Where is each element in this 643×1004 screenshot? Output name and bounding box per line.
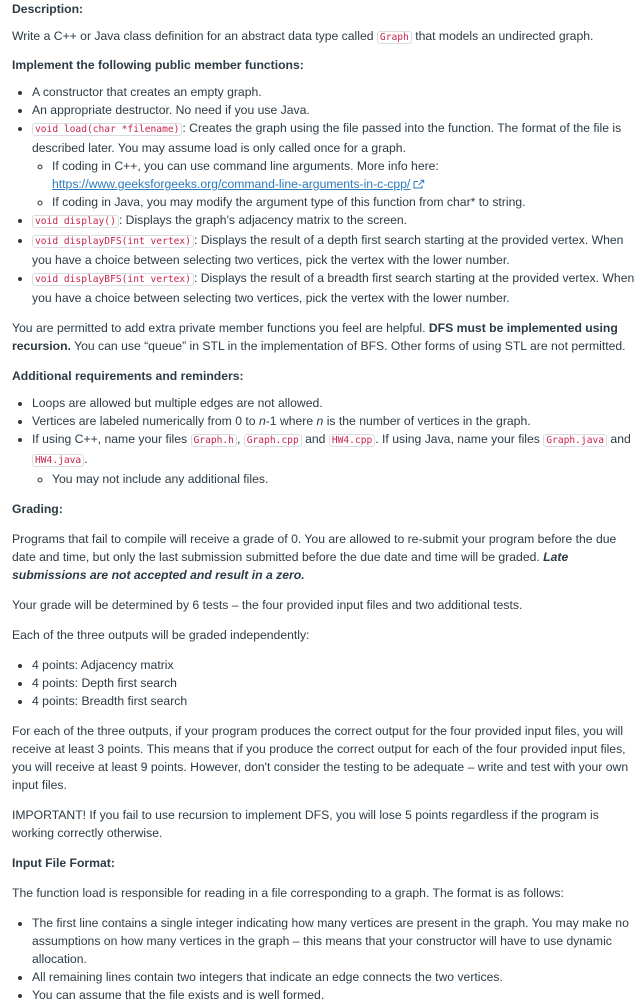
grading-paragraph-1: Programs that fail to compile will receive a grade of 0. You are allowed to re-submit your program before the due date and time, but only the last submission submitted before the due date and time will be graded. Late submissions are not accepted and result in a zero. [12,532,617,582]
load-code: void load(char *filename) [32,123,182,136]
intro-paragraph: Write a C++ or Java class definition for an abstract data type called Graph that models an undirected graph. [12,29,594,43]
list-item: • 4 points: Adjacency matrix [32,656,640,674]
graph-java-code: Graph.java [543,434,607,447]
additional-heading: Additional requirements and reminders: [12,369,244,383]
grading-paragraph-4: For each of the three outputs, if your program produces the correct output for the four provided input files, you will receive at least 3 points. This means that if you produce the correct output for each of the four provided input files, you will receive at least 9 points. However, don't consider the testing to be adequate – write and test with your own input files. [12,724,629,792]
list-item: • void display() : Displays the graph's adjacency matrix to the screen. [32,211,640,231]
display-bfs-code: void displayBFS(int vertex) [32,273,194,286]
graph-h-code: Graph.h [191,434,237,447]
grading-paragraph-3: Each of the three outputs will be graded independently: [12,628,310,642]
display-code: void display() [32,215,119,228]
input-format-heading: Input File Format: [12,856,115,870]
functions-list [12,83,640,307]
display-dfs-code: void displayDFS(int vertex) [32,235,194,248]
list-item: • 4 points: Depth first search [32,674,640,692]
list-item: • void displayDFS(int vertex) : Displays the result of a depth first search starting at the provided vertex. When you have a choice between selecting two vertices, pick the vertex with the lower number. [32,231,640,269]
list-item: • A constructor that creates an empty graph. [32,83,640,101]
additional-list [12,394,640,488]
grading-paragraph-2: Your grade will be determined by 6 tests – the four provided input files and two additional tests. [12,598,523,612]
list-item: • An appropriate destructor. No need if you use Java. [32,101,640,119]
description-heading: Description: [12,2,84,16]
list-item: ◦ You may not include any additional files. [52,470,640,488]
list-item: • You can assume that the file exists and is well formed. [32,986,640,1004]
external-link-icon[interactable] [413,179,425,189]
list-item: • 4 points: Breadth first search [32,692,640,710]
list-item: • Vertices are labeled numerically from 0 to n-1 where n is the number of vertices in the graph. [32,412,640,430]
list-item: ◦ If coding in Java, you may modify the argument type of this function from char* to string. [52,193,640,211]
files-sublist [32,470,640,488]
important-paragraph: IMPORTANT! If you fail to use recursion to implement DFS, you will lose 5 points regardless if the program is working correctly otherwise. [12,808,599,840]
load-sublist [32,157,640,211]
list-item: • The first line contains a single integer indicating how many vertices are present in the graph. You may make no assumptions on how many vertices in the graph – this means that your constructor will have to use dynamic allocation. [32,914,640,968]
hw4-cpp-code: HW4.cpp [329,434,375,447]
list-item: • void displayBFS(int vertex) : Displays the result of a breadth first search starting at the provided vertex. When you have a choice between selecting two vertices, pick the vertex with the lower number. [32,269,640,307]
list-item: • void load(char *filename) : Creates the graph using the file passed into the function. The format of the file is described later. You may assume load is only called once for a graph. ◦ If coding in C++, you can use command line arguments. More info here: https://www.geeksforgeeks.org/command-line-arguments-in-c-cpp/ ◦ If coding in Java, you may modify the argument type of this function from char* to string. [32,119,640,211]
geeksforgeeks-link[interactable]: https://www.geeksforgeeks.org/command-line-arguments-in-c-cpp/ [52,177,411,191]
graph-code: Graph [377,31,412,44]
list-item: • Loops are allowed but multiple edges are not allowed. [32,394,640,412]
graph-cpp-code: Graph.cpp [244,434,302,447]
permitted-paragraph: You are permitted to add extra private member functions you feel are helpful. DFS must be implemented using recursion. You can use “queue” in STL in the implementation of BFS. Other forms of using STL are not permitted. [12,321,626,353]
points-list [12,656,640,710]
list-item: • If using C++, name your files Graph.h , Graph.cpp and HW4.cpp . If using Java, name your files Graph.java and HW4.java . ◦ You may not include any additional files. [32,430,640,488]
grading-heading: Grading: [12,502,63,516]
list-item: ◦ If coding in C++, you can use command line arguments. More info here: https://www.geeksforgeeks.org/command-line-arguments-in-c-cpp/ [52,157,640,193]
input-paragraph: The function load is responsible for reading in a file corresponding to a graph. The format is as follows: [12,886,564,900]
input-list [12,914,640,1004]
list-item: • All remaining lines contain two integers that indicate an edge connects the two vertices. [32,968,640,986]
implement-heading: Implement the following public member functions: [12,58,304,72]
hw4-java-code: HW4.java [32,454,84,467]
